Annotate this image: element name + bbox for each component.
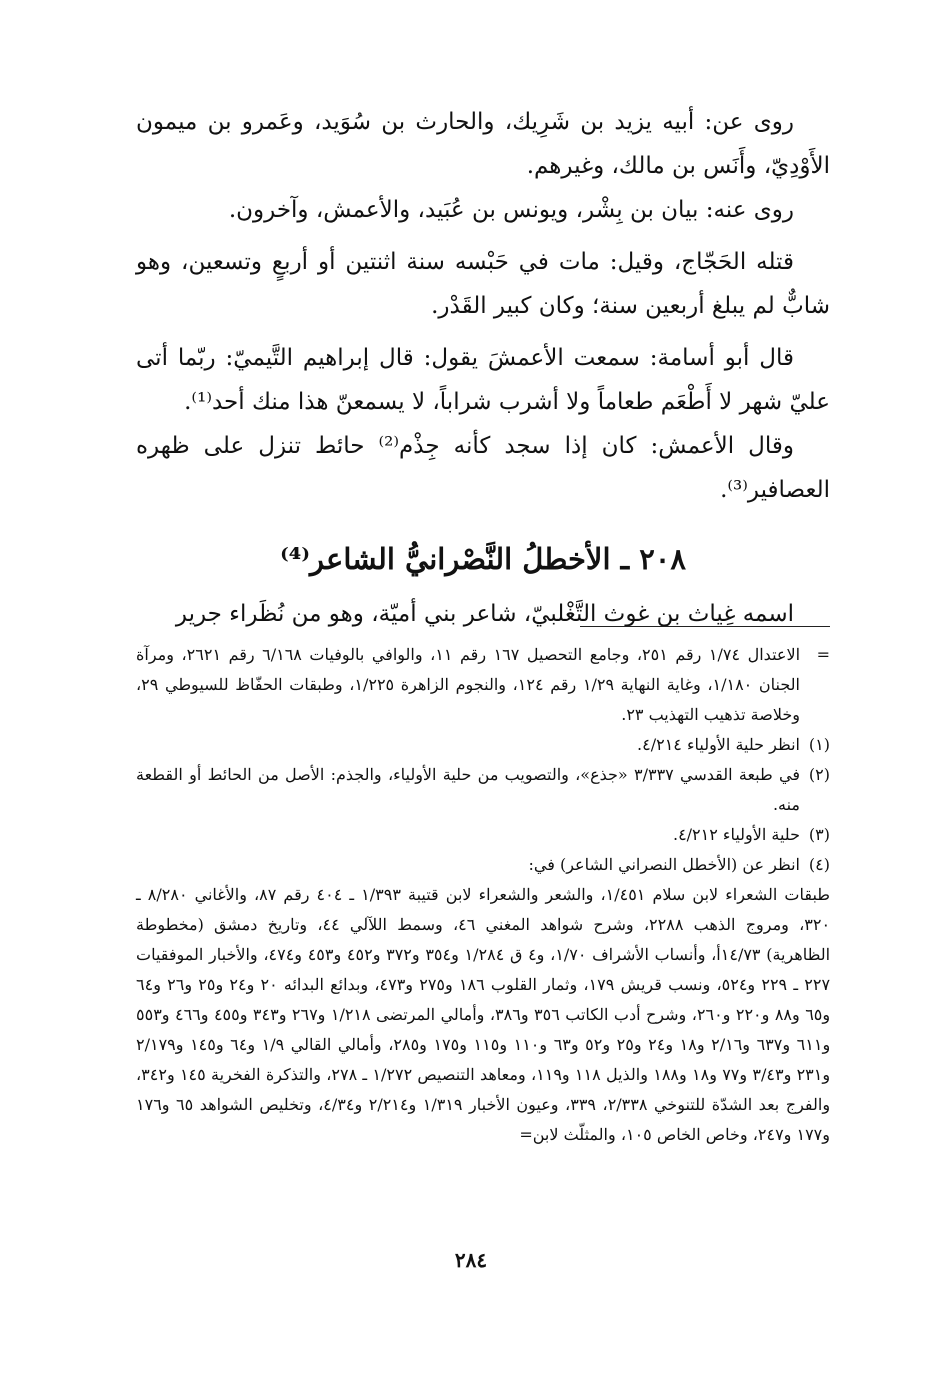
paragraph-death: قتله الحَجّاج، وقيل: مات في حَبْسه سنة اثنتين أو أربعٍ وتسعين، وهو شابٌّ لم يبلغ أربعين سنة؛ وكان كبير القَدْر. bbox=[136, 249, 830, 319]
footnote-4-sources: طبقات الشعراء لابن سلام ١/٤٥١، والشعر والشعراء لابن قتيبة ١/٣٩٣ ـ ٤٠٤ رقم ٨٧، والأغاني ٨/٢٨٠ ـ ٣٢٠، ومروج الذهب ٢٢٨٨، وشرح شواهد المغني ٤٦، وسمط اللآلي ٤٤، وتاريخ دمشق (مخطوطة الظاهرية) ١٤/٧٣أ، وأنساب الأشراف ١/٧٠، و٤ ق ١/٢٨٤ و٣٥٤ و٣٧٢ و٤٥٢ و٤٥٣ و٤٧٤، والأخبار الموفقيات ٢٢٧ ـ ٢٢٩ و٥٢٤، ونسب قريش ١٧٩، وثمار القلوب ١٨٦ و٢٧٥ و٤٧٣، وبدائع البدائه ٢٠ و٢٤ و٢٥ و٢٦ و٦٤ و٦٥ و٨٨ و٢٢٠ و٢٦٠، وشرح أدب الكاتب ٣٥٦ و٣٨٦، وأمالي المرتضى ١/٢١٨ و٢٦٧ و٣٤٣ و٤٥٥ و٤٦٦ و٥٥٣ و٦١١ و٦٣٧ و٢/١٦ و١٨ و٢٤ و٢٥ و٥٢ و٦٣ و١١٠ و١١٥ و١٧٥ و٢٨٥، وأمالي القالي ١/٩ و٦٤ و١٤٥ و٢/١٧٩ و٢٣١ و٣/٤٣ و٧٧ و١٨ و١٨٨ والذيل ١١٨ و١١٩، ومعاهد التنصيص ١/٢٧٢ ـ ٢٧٨، والتذكرة الفخرية ١٤٥ و٣٤٢، والفرج بعد الشدّة للتنوخي ٢/٣٣٨، ٣٣٩، وعيون الأخبار ١/٣١٩ و٢/٢١٤ و٤/٣٤، وتخليص الشواهد ٦٥ و١٧٦ و١٧٧ و٢٤٧، وخاص الخاص ١٠٥، والمثلّث لابن= bbox=[136, 885, 831, 1144]
footnote-number: (٢) bbox=[808, 765, 830, 784]
footnote-text: انظر حلية الأولياء ٤/٢١٤. bbox=[637, 735, 800, 754]
footnote-1 bbox=[136, 730, 830, 760]
paragraph-abu-usama-quote: قال أبو أسامة: سمعت الأعمشَ يقول: قال إبراهيم التَّيميّ: ربّما أتى عليّ شهر لا أَطْعَم طعاماً ولا أشرب شراباً، لا يسمعنّ هذا منك أحد⁽¹⁾. bbox=[136, 345, 830, 415]
footnote-text: حلية الأولياء ٤/٢١٢. bbox=[672, 825, 800, 844]
paragraph-amash-quote: وقال الأعمش: كان إذا سجد كأنه جِذْم⁽²⁾ حائط تنزل على ظهره العصافير⁽³⁾. bbox=[136, 433, 830, 503]
footnote-number: (١) bbox=[808, 735, 830, 754]
main-text bbox=[136, 100, 830, 636]
footnote-text: في طبعة القدسي ٣/٣٣٧ «جذع»، والتصويب من حلية الأولياء، والجذم: الأصل من الحائط أو القطعة منه. bbox=[136, 765, 801, 814]
footnote-divider bbox=[580, 626, 830, 627]
footnote-text: انظر عن (الأخطل النصراني الشاعر) في: bbox=[528, 855, 800, 874]
page-number: ٢٨٤ bbox=[454, 1248, 488, 1272]
footnote-3 bbox=[136, 820, 830, 850]
footnotes bbox=[136, 640, 830, 1150]
continuation-mark: = bbox=[816, 645, 830, 664]
paragraph-narrated-by: روى عنه: بيان بن بِشْر، ويونس بن عُبَيد، والأعمش، وآخرون. bbox=[228, 197, 794, 223]
footnote-4 bbox=[136, 850, 830, 880]
footnote-number: (٣) bbox=[808, 825, 830, 844]
footnote-continuation-text: الاعتدال ١/٧٤ رقم ٢٥١، وجامع التحصيل ١٦٧ رقم ١١، والوافي بالوفيات ٦/١٦٨ رقم ٢٦٢١، ومرآة الجنان ١/١٨٠، وغاية النهاية ١/٢٩ رقم ١٢٤، والنجوم الزاهرة ١/٢٢٥، وطبقات الحفّاظ للسيوطي ٢٩، وخلاصة تذهيب التهذيب ٢٣. bbox=[136, 645, 801, 724]
paragraph-entry-intro: اسمه غِياث بن غوث التَّغْلبيّ، شاعر بني أميّة، وهو من نُظَراء جرير bbox=[175, 601, 794, 627]
footnote-2 bbox=[136, 760, 830, 820]
entry-heading: ٢٠٨ ـ الأخطلُ النَّصْرانيُّ الشاعر⁽⁴⁾ bbox=[280, 542, 686, 576]
footnote-continuation bbox=[136, 640, 830, 730]
paragraph-narrated-from: روى عن: أبيه يزيد بن شَرِيك، والحارث بن سُوَيد، وعَمرو بن ميمون الأَوْدِيّ، وأَنَس بن مالك، وغيرهم. bbox=[136, 109, 830, 179]
footnote-number: (٤) bbox=[808, 855, 830, 874]
